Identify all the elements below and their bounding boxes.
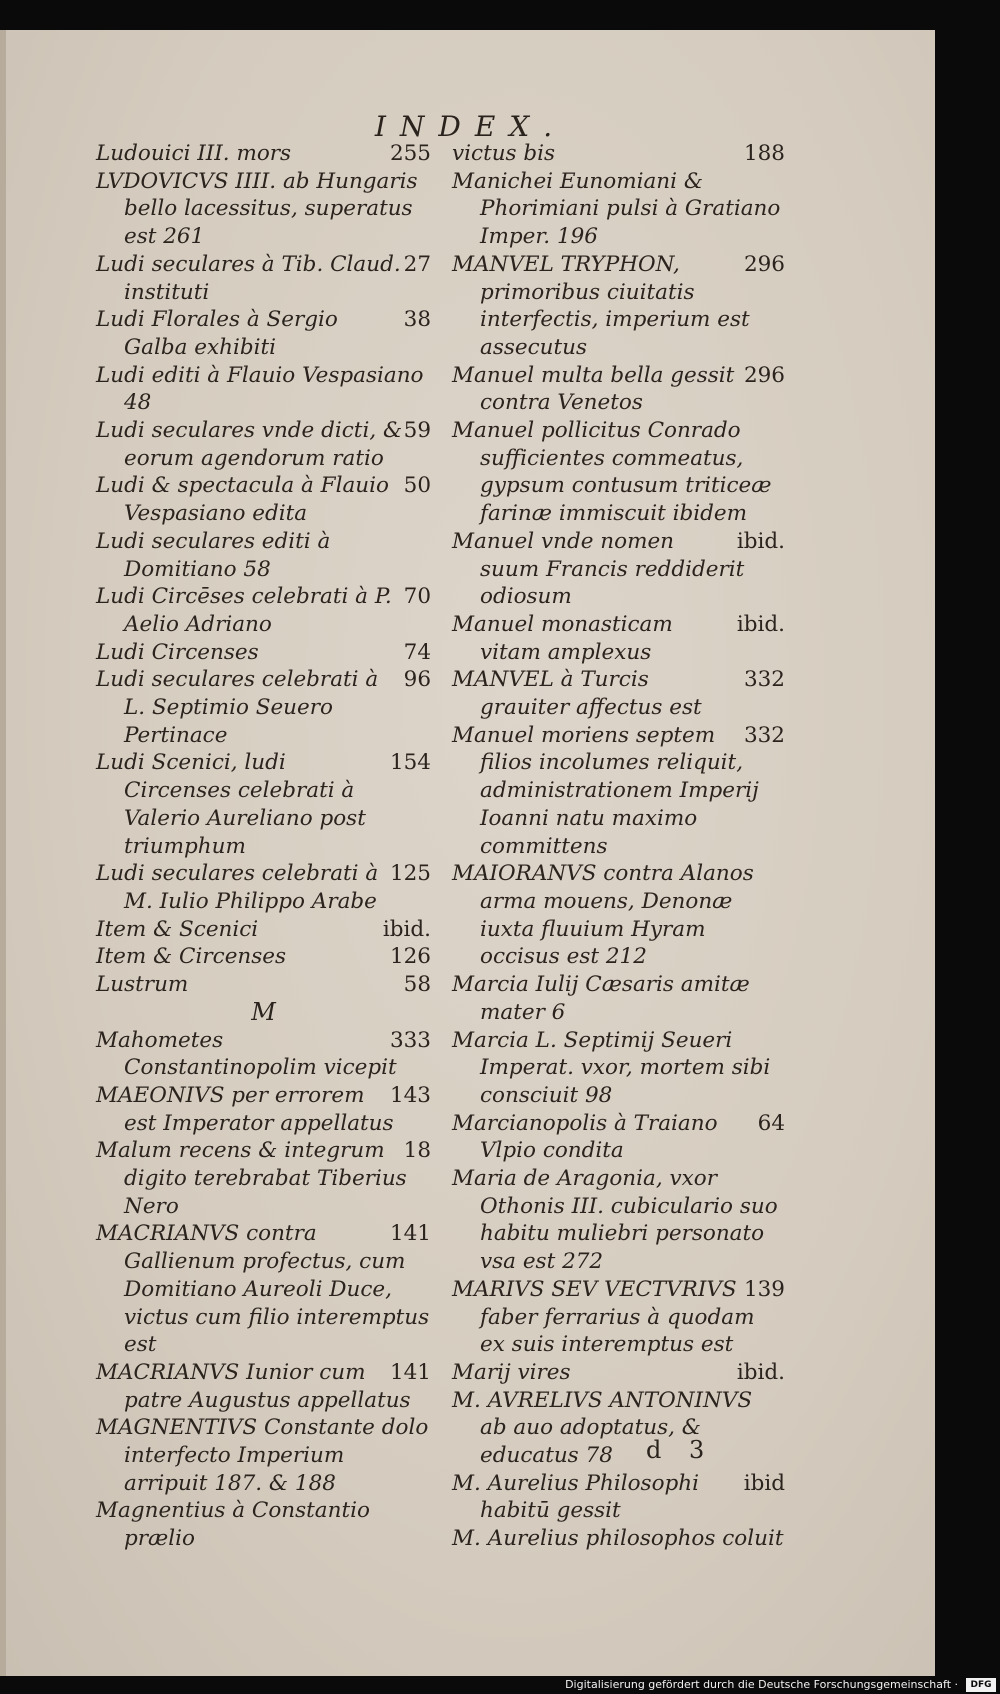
index-entry: [96, 168, 431, 251]
index-entry-text: Ludouici III. mors: [96, 141, 292, 166]
index-entry-page: 139: [743, 1276, 785, 1302]
index-entry-text: Ludi editi à Flauio Vespasiano 48: [96, 362, 424, 416]
index-entry-page: ibid.: [382, 916, 431, 942]
index-entry-text: Ludi Florales à Sergio Galba exhibiti: [96, 307, 338, 360]
index-entry-text: LVDOVICVS IIII. ab Hungaris bello lacessitus, superatus est 261: [96, 168, 418, 250]
index-entry: [452, 666, 785, 721]
index-entry: [96, 1027, 431, 1082]
index-entry-text: MAGNENTIVS Constante dolo interfecto Imperium arripuit 187. & 188: [96, 1415, 429, 1496]
index-entry-text: MAIORANVS contra Alanos arma mouens, Denonæ iuxta fluuium Hyram occisus est 212: [452, 861, 754, 970]
index-entry-text: Ludi seculares à Tib. Claud. instituti: [96, 251, 401, 305]
index-entry: [96, 583, 431, 638]
index-entry: [452, 611, 785, 666]
index-entry-page: ibid.: [736, 528, 785, 554]
index-entry: [96, 306, 431, 361]
index-entry-text: Manuel moriens septem filios incolumes reliquit, administrationem Imperij Ioanni natu maximo committens: [452, 722, 759, 859]
footer-credit: Digitalisierung gefördert durch die Deutsche Forschungsgemeinschaft ·: [565, 1678, 958, 1691]
index-entry: [96, 1497, 431, 1552]
index-entry: [96, 1414, 431, 1497]
index-entry-page: 64: [757, 1110, 785, 1136]
index-entry-text: Malum recens & integrum digito terebrabat Tiberius Nero: [96, 1138, 407, 1219]
index-entry: [452, 362, 785, 417]
index-entry-page: 154: [389, 750, 431, 776]
index-entry: [452, 1027, 785, 1110]
index-entry: [96, 971, 431, 999]
index-entry-text: Ludi seculares celebrati à M. Iulio Philippo Arabe: [96, 861, 379, 914]
index-entry-text: MANVEL à Turcis grauiter affectus est: [452, 667, 702, 721]
index-entry-text: Item & Circenses: [96, 944, 287, 970]
index-entry: [96, 1359, 431, 1414]
index-entry-page: 141: [389, 1359, 431, 1385]
index-entry: [96, 417, 431, 472]
index-entry-text: Manichei Eunomiani & Phorimiani pulsi à Gratiano Imper. 196: [452, 168, 781, 250]
index-entry: [452, 722, 785, 861]
index-entry-text: M. Aurelius philosophos coluit: [452, 1526, 784, 1552]
index-entry: [452, 1110, 785, 1165]
index-entry: [452, 1276, 785, 1359]
index-entry-page: 296: [743, 362, 785, 388]
index-entry: [96, 1137, 431, 1220]
index-entry: [96, 140, 431, 168]
index-entry-page: ibid.: [736, 611, 785, 637]
index-entry-page: 27: [403, 251, 431, 277]
index-entry: [452, 860, 785, 971]
index-entry: [452, 528, 785, 611]
index-entry-page: 18: [403, 1138, 431, 1164]
index-entry-page: 296: [743, 251, 785, 277]
index-column-left: [96, 140, 431, 1553]
index-entry-text: MACRIANVS Iunior cum patre Augustus appellatus: [96, 1359, 411, 1413]
index-entry: [452, 1165, 785, 1276]
index-entry-text: MANVEL TRYPHON, primoribus ciuitatis interfectis, imperium est assecutus: [452, 251, 750, 360]
index-entry-text: MARIVS SEV VECTVRIVS faber ferrarius à quodam ex suis interemptus est: [452, 1276, 755, 1358]
index-entry-page: 126: [389, 944, 431, 970]
index-entry-page: 332: [743, 722, 785, 748]
index-entry-text: Manuel monasticam vitam amplexus: [452, 611, 673, 665]
index-entry-text: Ludi seculares editi à Domitiano 58: [96, 528, 331, 582]
index-entry-text: Marcia Iulij Cæsaris amitæ mater 6: [452, 972, 750, 1025]
index-entry-page: 332: [743, 667, 785, 693]
index-entry-page: 255: [389, 141, 431, 166]
index-entry-page: 58: [403, 972, 431, 998]
index-entry: [96, 999, 431, 1027]
index-entry-page: ibid: [743, 1470, 785, 1496]
index-entry-text: Manuel multa bella gessit contra Venetos: [452, 362, 735, 416]
index-entry-page: 141: [389, 1221, 431, 1247]
index-entry-text: Marcia L. Septimij Seueri Imperat. vxor, mortem sibi consciuit 98: [452, 1027, 771, 1108]
index-entry-page: 74: [403, 639, 431, 665]
signature-mark: d 3: [646, 1436, 715, 1464]
index-entry: [96, 362, 431, 417]
index-entry: [96, 639, 431, 667]
index-entry: [452, 1359, 785, 1387]
index-entry: [452, 971, 785, 1026]
index-column-right: [452, 140, 785, 1553]
index-entry: [96, 1220, 431, 1359]
index-entry-text: Ludi & spectacula à Flauio Vespasiano edita: [96, 473, 389, 527]
index-entry-text: victus bis: [452, 141, 556, 166]
index-entry-page: 143: [389, 1082, 431, 1108]
index-entry-page: 59: [403, 418, 431, 444]
index-entry-page: 96: [403, 667, 431, 693]
page-header: INDEX.: [374, 110, 567, 143]
index-entry-text: M. AVRELIVS ANTONINVS ab auo adoptatus, & educatus 78: [452, 1387, 753, 1469]
index-entry-text: Mahometes Constantinopolim vicepit: [96, 1027, 397, 1081]
index-entry: [96, 666, 431, 749]
index-entry-text: MACRIANVS contra Gallienum profectus, cum Domitiano Aureoli Duce, victus cum filio interemptus est: [96, 1221, 430, 1358]
index-entry-page: 70: [403, 584, 431, 610]
index-entry: [96, 916, 431, 944]
index-entry: [96, 1082, 431, 1137]
index-entry-text: MAEONIVS per errorem est Imperator appellatus: [96, 1082, 394, 1136]
index-entry: [452, 168, 785, 251]
scanned-page: [0, 30, 935, 1676]
index-entry-text: Ludi Scenici, ludi Circenses celebrati à Valerio Aureliano post triumphum: [96, 750, 366, 859]
index-entry-text: Marcianopolis à Traiano Vlpio condita: [452, 1110, 718, 1164]
index-entry: [452, 417, 785, 528]
index-entry-text: Ludi seculares celebrati à L. Septimio Seuero Pertinace: [96, 667, 379, 748]
index-entry: [452, 1470, 785, 1525]
index-entry-page: 333: [389, 1027, 431, 1053]
index-entry-text: Magnentius à Constantio prælio: [96, 1498, 370, 1552]
index-entry: [96, 860, 431, 915]
digitization-footer: [0, 1676, 1000, 1694]
index-entry-text: Ludi Circenses: [96, 639, 259, 665]
index-entry: [452, 1387, 785, 1470]
index-entry: [96, 528, 431, 583]
index-entry-text: Marij vires: [452, 1359, 571, 1385]
index-entry: [96, 472, 431, 527]
index-entry-text: Lustrum: [96, 972, 189, 998]
index-entry-text: M: [251, 997, 276, 1026]
index-entry-text: Maria de Aragonia, vxor Othonis III. cubiculario suo habitu muliebri personato vsa est 272: [452, 1166, 778, 1275]
index-entry: [96, 943, 431, 971]
index-entry: [452, 1525, 785, 1553]
index-entry-text: Manuel vnde nomen suum Francis reddiderit odiosum: [452, 528, 745, 610]
dfg-logo: DFG: [966, 1678, 996, 1692]
index-entry-text: Manuel pollicitus Conrado sufficientes commeatus, gypsum contusum triticeæ farinæ immiscuit ibidem: [452, 418, 772, 527]
index-entry-text: M. Aurelius Philosophi habitū gessit: [452, 1470, 699, 1524]
index-entry: [96, 251, 431, 306]
index-entry-page: 38: [403, 307, 431, 333]
index-entry-text: Item & Scenici: [96, 916, 259, 942]
index-entry: [96, 749, 431, 860]
index-entry: [452, 251, 785, 362]
index-entry-page: 188: [743, 141, 785, 166]
index-entry-page: 50: [403, 473, 431, 499]
index-entry-text: Ludi seculares vnde dicti, & eorum agendorum ratio: [96, 418, 403, 471]
index-entry: [452, 140, 785, 168]
index-entry-page: 125: [389, 861, 431, 887]
index-entry-text: Ludi Circēses celebrati à P. Aelio Adriano: [96, 584, 392, 637]
index-entry-page: ibid.: [736, 1359, 785, 1385]
